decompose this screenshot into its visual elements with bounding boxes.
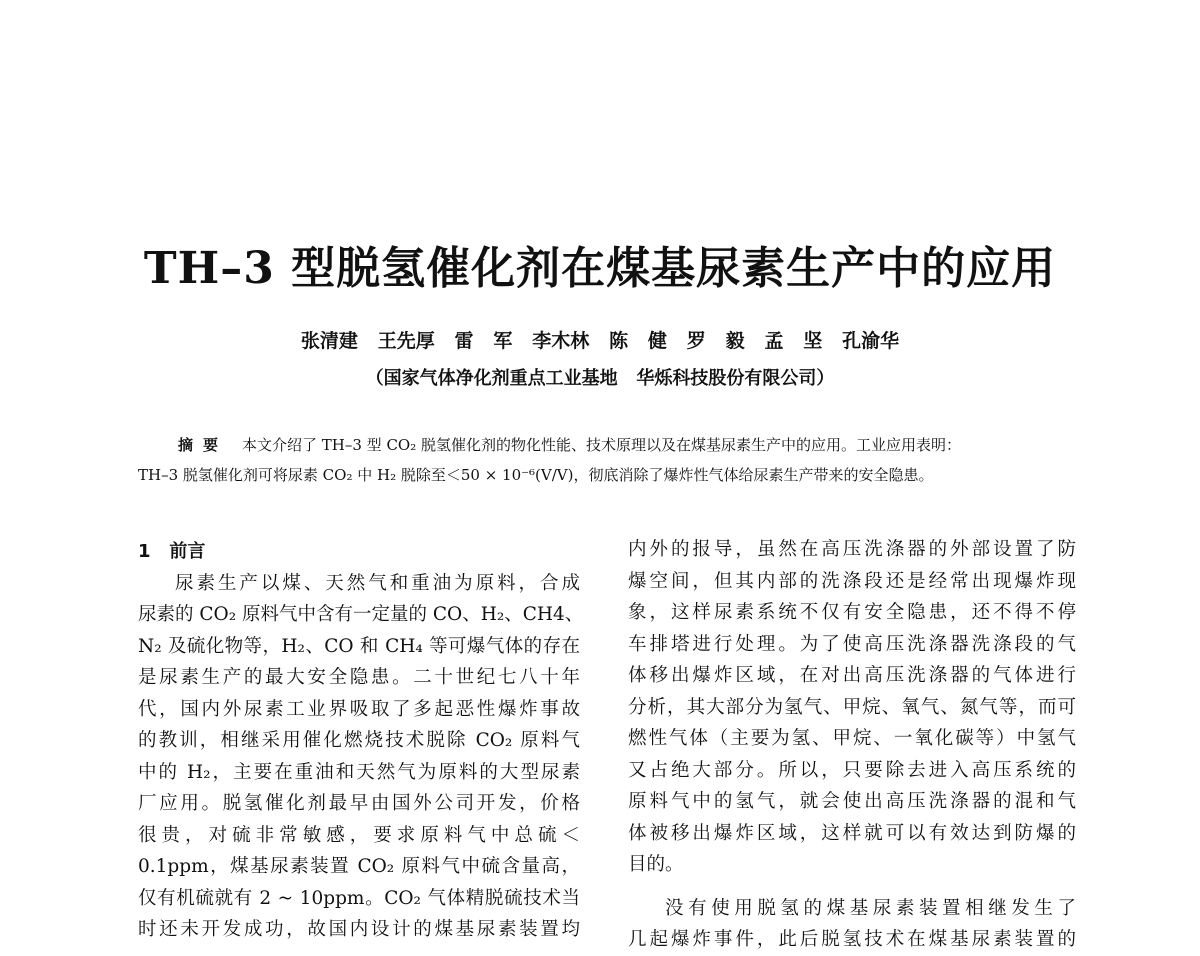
body-line: 0.1ppm，煤基尿素装置 CO₂ 原料气中硫含量高， <box>138 856 580 877</box>
paper-title: TH–3 型脱氢催化剂在煤基尿素生产中的应用 <box>143 243 1057 294</box>
body-line: 分析，其大部分为氢气、甲烷、氧气、氮气等，而可 <box>628 696 1076 718</box>
body-line: 没有使用脱氢的煤基尿素装置相继发生了 <box>665 897 1076 919</box>
body-line: 车排塔进行处理。为了使高压洗涤器洗涤段的气 <box>628 633 1076 655</box>
body-line: 原料气中的氢气，就会使出高压洗涤器的混和气 <box>628 791 1076 812</box>
left-column <box>138 536 584 946</box>
right-column <box>628 534 1076 956</box>
body-line: 体被移出爆炸区域，这样就可以有效达到防爆的 <box>628 822 1076 844</box>
abstract-line-2: TH–3 脱氢催化剂可将尿素 CO₂ 中 H₂ 脱除至＜50 × 10⁻⁶(V/V)，彻底消除了爆炸性气体给尿素生产带来的安全隐患。 <box>138 466 934 484</box>
body-line: 燃性气体（主要为氢、甲烷、一氧化碳等）中氢气 <box>628 728 1076 749</box>
body-line: 几起爆炸事件，此后脱氢技术在煤基尿素装置的 <box>628 929 1076 950</box>
body-line: 是尿素生产的最大安全隐患。二十世纪七八十年 <box>138 667 580 688</box>
body-line: 内外的报导，虽然在高压洗涤器的外部设置了防 <box>628 539 1076 560</box>
body-line: 尿素生产以煤、天然气和重油为原料，合成 <box>175 572 580 594</box>
affiliation: （国家气体净化剂重点工业基地 华烁科技股份有限公司） <box>365 368 835 389</box>
abstract-label: 摘要 <box>178 436 229 454</box>
section-heading: 1 前言 <box>138 541 206 562</box>
author-list: 张清建 王先厚 雷 军 李木林 陈 健 罗 毅 孟 坚 孔渝华 <box>300 330 900 352</box>
abstract-line-1: 本文介绍了 TH–3 型 CO₂ 脱氢催化剂的物化性能、技术原理以及在煤基尿素生产中的应用。工业应用表明： <box>242 436 962 454</box>
body-line: 爆空间，但其内部的洗涤段还是经常出现爆炸现 <box>628 570 1076 592</box>
body-line: 象，这样尿素系统不仅有安全隐患，还不得不停 <box>628 602 1076 623</box>
body-line: 代，国内外尿素工业界吸取了多起恶性爆炸事故 <box>138 698 580 720</box>
body-line: 时还未开发成功，故国内设计的煤基尿素装置均 <box>138 919 580 940</box>
body-line: 很贵，对硫非常敏感，要求原料气中总硫＜ <box>138 824 580 846</box>
body-line: 的教训，相继采用催化燃烧技术脱除 CO₂ 原料气 <box>138 730 580 751</box>
body-line: 厂应用。脱氢催化剂最早由国外公司开发，价格 <box>138 793 580 814</box>
body-line: 目的。 <box>628 854 684 875</box>
abstract <box>138 430 1074 490</box>
body-line: 仅有机硫就有 2 ~ 10ppm。CO₂ 气体精脱硫技术当 <box>138 887 580 909</box>
body-line: 尿素的 CO₂ 原料气中含有一定量的 CO、H₂、CH4、 <box>138 604 584 625</box>
body-line: N₂ 及硫化物等，H₂、CO 和 CH₄ 等可爆气体的存在 <box>138 635 580 657</box>
body-line: 中的 H₂，主要在重油和天然气为原料的大型尿素 <box>138 761 580 783</box>
body-line: 又占绝大部分。所以，只要除去进入高压系统的 <box>628 759 1076 781</box>
body-line: 体移出爆炸区域，在对出高压洗涤器的气体进行 <box>628 665 1076 686</box>
